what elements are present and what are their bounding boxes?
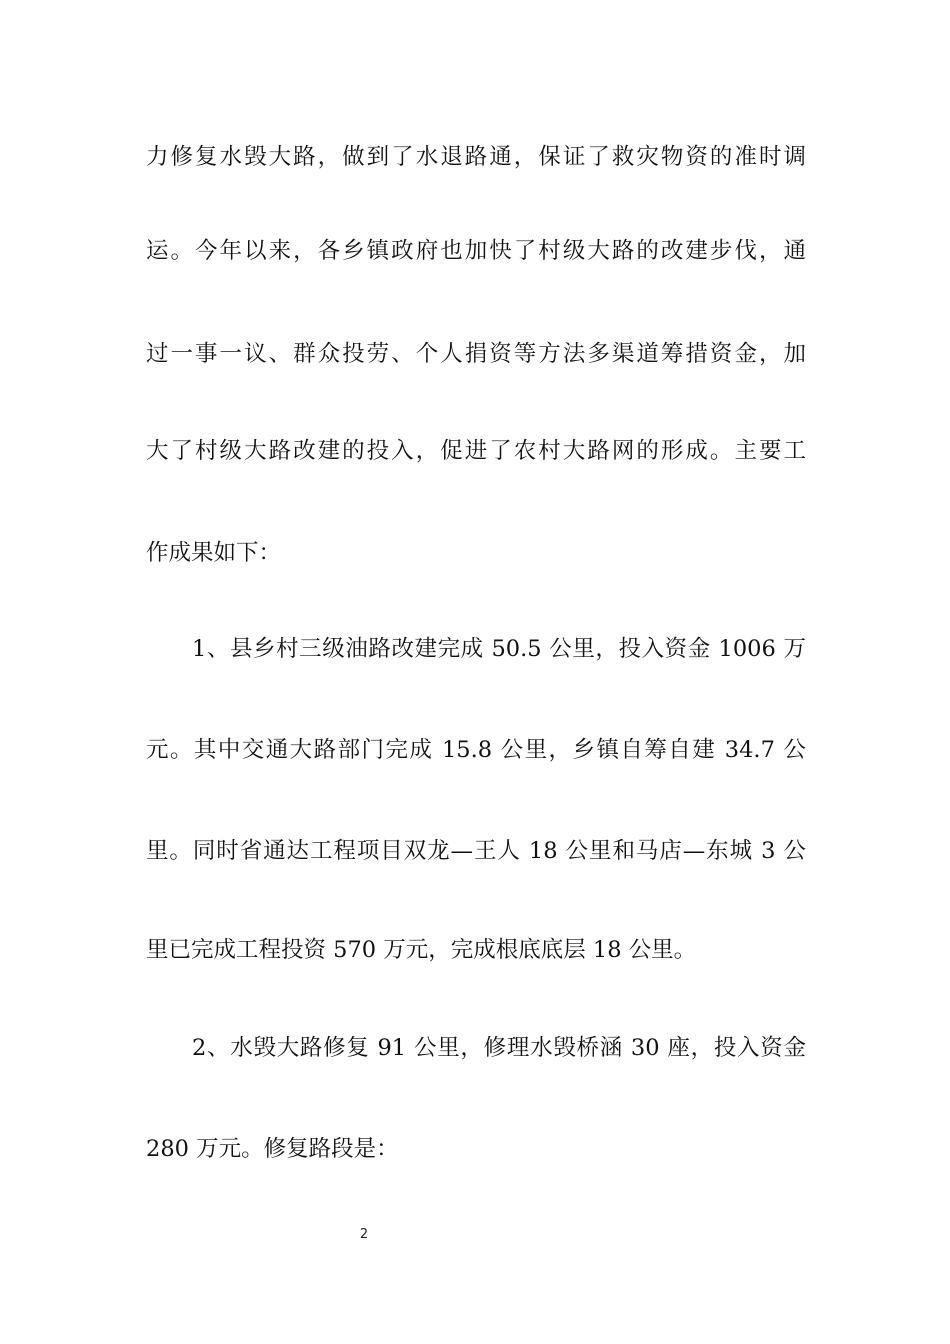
list-item-1-line-2: 元。其中交通大路部门完成 15.8 公里，乡镇自筹自建 34.7 公 xyxy=(146,737,806,763)
list-item-2-line-1: 2、水毁大路修复 91 公里，修理水毁桥涵 30 座，投入资金 xyxy=(192,1035,806,1061)
paragraph-line-1: 力修复水毁大路，做到了水退路通，保证了救灾物资的准时调 xyxy=(146,144,806,170)
paragraph-line-2: 运。今年以来，各乡镇政府也加快了村级大路的改建步伐，通 xyxy=(146,238,806,264)
list-item-1-line-1: 1、县乡村三级油路改建完成 50.5 公里，投入资金 1006 万 xyxy=(192,636,806,662)
page-number: 2 xyxy=(359,1227,369,1242)
paragraph-line-5: 作成果如下： xyxy=(146,540,282,566)
paragraph-line-3: 过一事一议、群众投劳、个人捐资等方法多渠道筹措资金，加 xyxy=(146,341,806,367)
list-item-1-line-4: 里已完成工程投资 570 万元，完成根底底层 18 公里。 xyxy=(146,937,697,963)
paragraph-line-4: 大了村级大路改建的投入，促进了农村大路网的形成。主要工 xyxy=(146,438,806,464)
list-item-2-line-2: 280 万元。修复路段是： xyxy=(146,1136,399,1162)
list-item-1-line-3: 里。同时省通达工程项目双龙—王人 18 公里和马店—东城 3 公 xyxy=(146,838,806,864)
